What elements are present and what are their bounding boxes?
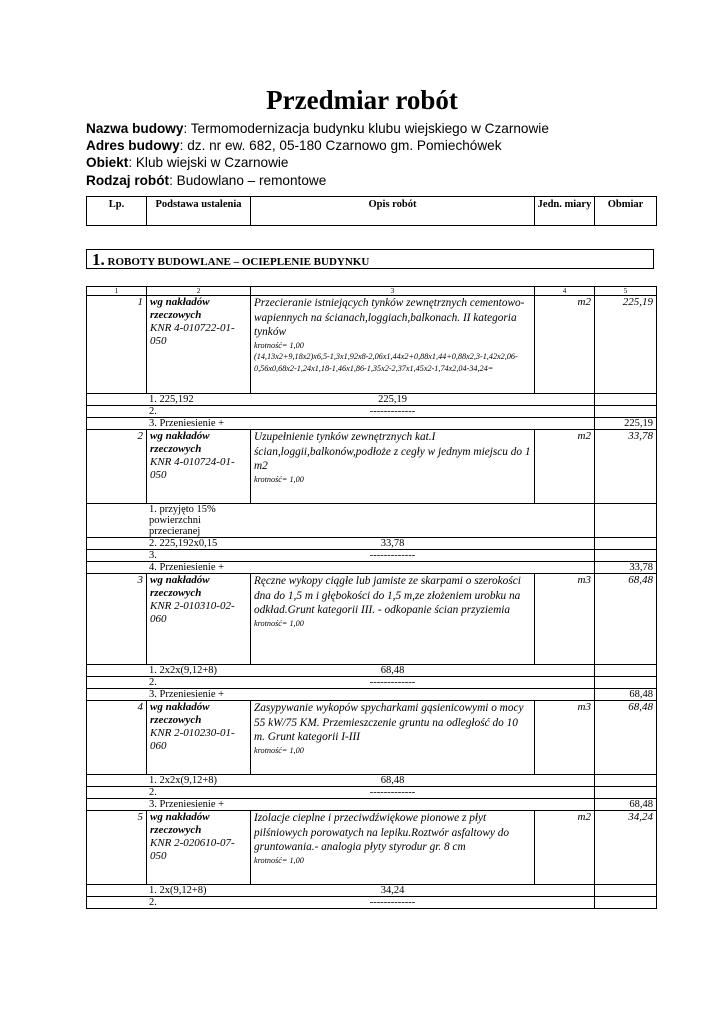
column-number: 5	[595, 287, 657, 296]
calc-value	[251, 799, 535, 811]
calc-spacer	[535, 538, 595, 550]
item-description-text: Uzupełnienie tynków zewnętrznych kat.I ścian,loggii,balkonów,podłoże z cegły w jednym miejscu do 1 m2	[254, 431, 531, 472]
calc-row	[87, 562, 657, 574]
calc-value: 68,48	[251, 665, 535, 677]
item-quantity: 68,48	[595, 574, 657, 665]
calc-total: 33,78	[595, 562, 657, 574]
calc-text: 1. 2x2x(9,12+8)	[87, 665, 251, 677]
calc-total	[595, 787, 657, 799]
calc-spacer	[535, 394, 595, 406]
project-object-row	[86, 154, 549, 171]
item-basis-source: wg nakładów rzeczowych	[150, 296, 210, 321]
calc-total: 68,48	[595, 799, 657, 811]
calc-spacer	[535, 562, 595, 574]
calc-total	[595, 538, 657, 550]
calc-row	[87, 787, 657, 799]
calc-value: -------------	[251, 787, 535, 799]
calc-text: 3.	[87, 550, 251, 562]
section-number: 1.	[92, 250, 105, 269]
item-basis-source: wg nakładów rzeczowych	[150, 430, 210, 455]
item-basis	[147, 811, 251, 885]
calc-row	[87, 689, 657, 701]
item-basis-code: KNR 2-010310-02-060	[150, 600, 235, 625]
calc-value: -------------	[251, 406, 535, 418]
calc-value	[251, 562, 535, 574]
calc-spacer	[535, 787, 595, 799]
project-name-row	[86, 120, 549, 137]
item-basis	[147, 296, 251, 394]
calc-text: 2.	[87, 677, 251, 689]
calc-value	[251, 689, 535, 701]
calc-spacer	[535, 885, 595, 897]
calc-row	[87, 799, 657, 811]
item-basis	[147, 430, 251, 504]
calc-text: 3. Przeniesienie +	[87, 799, 251, 811]
item-basis-source: wg nakładów rzeczowych	[150, 701, 210, 726]
header-lp: Lp.	[87, 197, 147, 226]
calc-row	[87, 550, 657, 562]
calc-row	[87, 406, 657, 418]
calc-text: 2.	[87, 406, 251, 418]
section-heading	[86, 249, 654, 269]
calc-total	[595, 394, 657, 406]
project-type-value: : Budowlano – remontowe	[169, 172, 327, 188]
item-description-text: Izolacje cieplne i przeciwdźwiękowe pionowe z płyt pilśniowych porowatych na lepiku.Roztwór asfaltowy do gruntowania.- analogia płyty styrodur gr. 8 cm	[254, 812, 510, 853]
item-multiplier: krotność= 1,00	[254, 618, 304, 628]
item-unit: m2	[535, 811, 595, 885]
items-table-wrapper	[86, 286, 656, 909]
project-address-label: Adres budowy	[86, 138, 180, 154]
item-basis-source: wg nakładów rzeczowych	[150, 811, 210, 836]
items-table	[86, 286, 657, 909]
header-description: Opis robót	[251, 197, 535, 226]
item-row	[87, 430, 657, 504]
calc-value	[251, 418, 535, 430]
item-description	[251, 811, 535, 885]
item-lp: 4	[87, 701, 147, 775]
item-basis	[147, 701, 251, 775]
calc-value: -------------	[251, 897, 535, 909]
calc-text: 2.	[87, 787, 251, 799]
item-unit: m3	[535, 701, 595, 775]
item-basis-code: KNR 2-010230-01-060	[150, 727, 235, 752]
calc-text: 1. 225,192	[87, 394, 251, 406]
calc-value	[251, 504, 535, 538]
calc-spacer	[535, 689, 595, 701]
column-number: 4	[535, 287, 595, 296]
item-description	[251, 430, 535, 504]
calc-row	[87, 665, 657, 677]
item-row	[87, 811, 657, 885]
item-row	[87, 701, 657, 775]
calc-row	[87, 394, 657, 406]
page-title: Przedmiar robót	[266, 85, 458, 115]
calc-row	[87, 775, 657, 787]
item-multiplier: krotność= 1,00	[254, 855, 304, 865]
calc-total	[595, 885, 657, 897]
calc-spacer	[535, 550, 595, 562]
calc-total	[595, 504, 657, 538]
item-lp: 5	[87, 811, 147, 885]
calc-total	[595, 550, 657, 562]
column-number-row	[87, 287, 657, 296]
item-description-text: Zasypywanie wykopów spycharkami gąsienicowymi o mocy 55 kW/75 KM. Przemieszczenie gruntu na odległość do 10 m. Grunt kategorii I-III	[254, 702, 524, 743]
calc-spacer	[535, 418, 595, 430]
calc-text: 3. Przeniesienie +	[87, 689, 251, 701]
section-title: ROBOTY BUDOWLANE – OCIEPLENIE BUDYNKU	[107, 256, 370, 268]
column-number: 1	[87, 287, 147, 296]
item-quantity: 225,19	[595, 296, 657, 394]
calc-row	[87, 677, 657, 689]
calc-row	[87, 885, 657, 897]
item-lp: 2	[87, 430, 147, 504]
item-unit: m3	[535, 574, 595, 665]
item-multiplier: krotność= 1,00	[254, 745, 304, 755]
header-basis: Podstawa ustalenia	[147, 197, 251, 226]
item-unit: m2	[535, 296, 595, 394]
item-lp: 1	[87, 296, 147, 394]
item-row	[87, 574, 657, 665]
column-number: 3	[251, 287, 535, 296]
item-basis-code: KNR 4-010724-01-050	[150, 456, 235, 481]
calc-row	[87, 504, 657, 538]
calc-total	[595, 677, 657, 689]
item-row	[87, 296, 657, 394]
calc-spacer	[535, 799, 595, 811]
calc-total	[595, 775, 657, 787]
calc-text: 1. przyjęto 15% powierzchni przecieranej	[87, 504, 251, 538]
item-quantity: 68,48	[595, 701, 657, 775]
calc-value: 33,78	[251, 538, 535, 550]
item-description	[251, 296, 535, 394]
project-object-label: Obiekt	[86, 155, 129, 171]
calc-total: 68,48	[595, 689, 657, 701]
calc-value: 68,48	[251, 775, 535, 787]
item-lp: 3	[87, 574, 147, 665]
calc-total: 225,19	[595, 418, 657, 430]
calc-spacer	[535, 775, 595, 787]
item-quantity: 33,78	[595, 430, 657, 504]
calc-text: 4. Przeniesienie +	[87, 562, 251, 574]
item-basis-source: wg nakładów rzeczowych	[150, 574, 210, 599]
calc-total	[595, 406, 657, 418]
calc-value: 34,24	[251, 885, 535, 897]
header-unit: Jedn. miary	[535, 197, 595, 226]
header-quantity: Obmiar	[595, 197, 657, 226]
project-type-row	[86, 172, 549, 189]
calc-spacer	[535, 406, 595, 418]
item-formula: (14,13x2+9,18x2)x6,5-1,3x1,92x8-2,06x1,44x2+0,88x1,44+0,88x2,3-1,42x2,06-0,56x0,68x2-1,24x1,18-1,46x1,86-1,35x2-2,37x1,45x2-1,74x2,04-34,24=	[254, 352, 518, 373]
item-quantity: 34,24	[595, 811, 657, 885]
project-name-value: : Termomodernizacja budynku klubu wiejskiego w Czarnowie	[183, 121, 549, 136]
calc-spacer	[535, 677, 595, 689]
item-multiplier: krotność= 1,00	[254, 474, 304, 484]
calc-value: -------------	[251, 550, 535, 562]
calc-text: 2. 225,192x0,15	[87, 538, 251, 550]
calc-text: 1. 2x(9,12+8)	[87, 885, 251, 897]
column-number: 2	[147, 287, 251, 296]
calc-row	[87, 418, 657, 430]
calc-total	[595, 665, 657, 677]
project-name-label: Nazwa budowy	[86, 121, 184, 136]
item-multiplier: krotność= 1,00	[254, 340, 304, 350]
calc-text: 1. 2x2x(9,12+8)	[87, 775, 251, 787]
item-basis-code: KNR 4-010722-01-050	[150, 322, 235, 347]
calc-spacer	[535, 504, 595, 538]
calc-row	[87, 538, 657, 550]
calc-text: 2.	[87, 897, 251, 909]
project-type-label: Rodzaj robót	[86, 172, 170, 188]
calc-value: 225,19	[251, 394, 535, 406]
project-object-value: : Klub wiejski w Czarnowie	[128, 155, 289, 171]
calc-row	[87, 897, 657, 909]
column-header-table	[86, 196, 657, 226]
calc-spacer	[535, 665, 595, 677]
calc-value: -------------	[251, 677, 535, 689]
item-basis	[147, 574, 251, 665]
project-info	[86, 120, 549, 189]
calc-text: 3. Przeniesienie +	[87, 418, 251, 430]
project-address-value: : dz. nr ew. 682, 05-180 Czarnowo gm. Pomiechówek	[179, 138, 502, 154]
item-description-text: Ręczne wykopy ciągłe lub jamiste ze skarpami o szerokości dna do 1,5 m i głębokości do 1,5 m,ze złożeniem urobku na odkład.Grunt kategorii III. - odkopanie ścian przyziemia	[254, 575, 521, 616]
item-description	[251, 574, 535, 665]
calc-spacer	[535, 897, 595, 909]
item-unit: m2	[535, 430, 595, 504]
item-basis-code: KNR 2-020610-07-050	[150, 837, 235, 862]
project-address-row	[86, 137, 549, 154]
item-description	[251, 701, 535, 775]
item-description-text: Przecieranie istniejących tynków zewnętrznych cementowo-wapiennych na ścianach,loggiach,balkonach. II kategoria tynków	[254, 297, 525, 338]
calc-total	[595, 897, 657, 909]
